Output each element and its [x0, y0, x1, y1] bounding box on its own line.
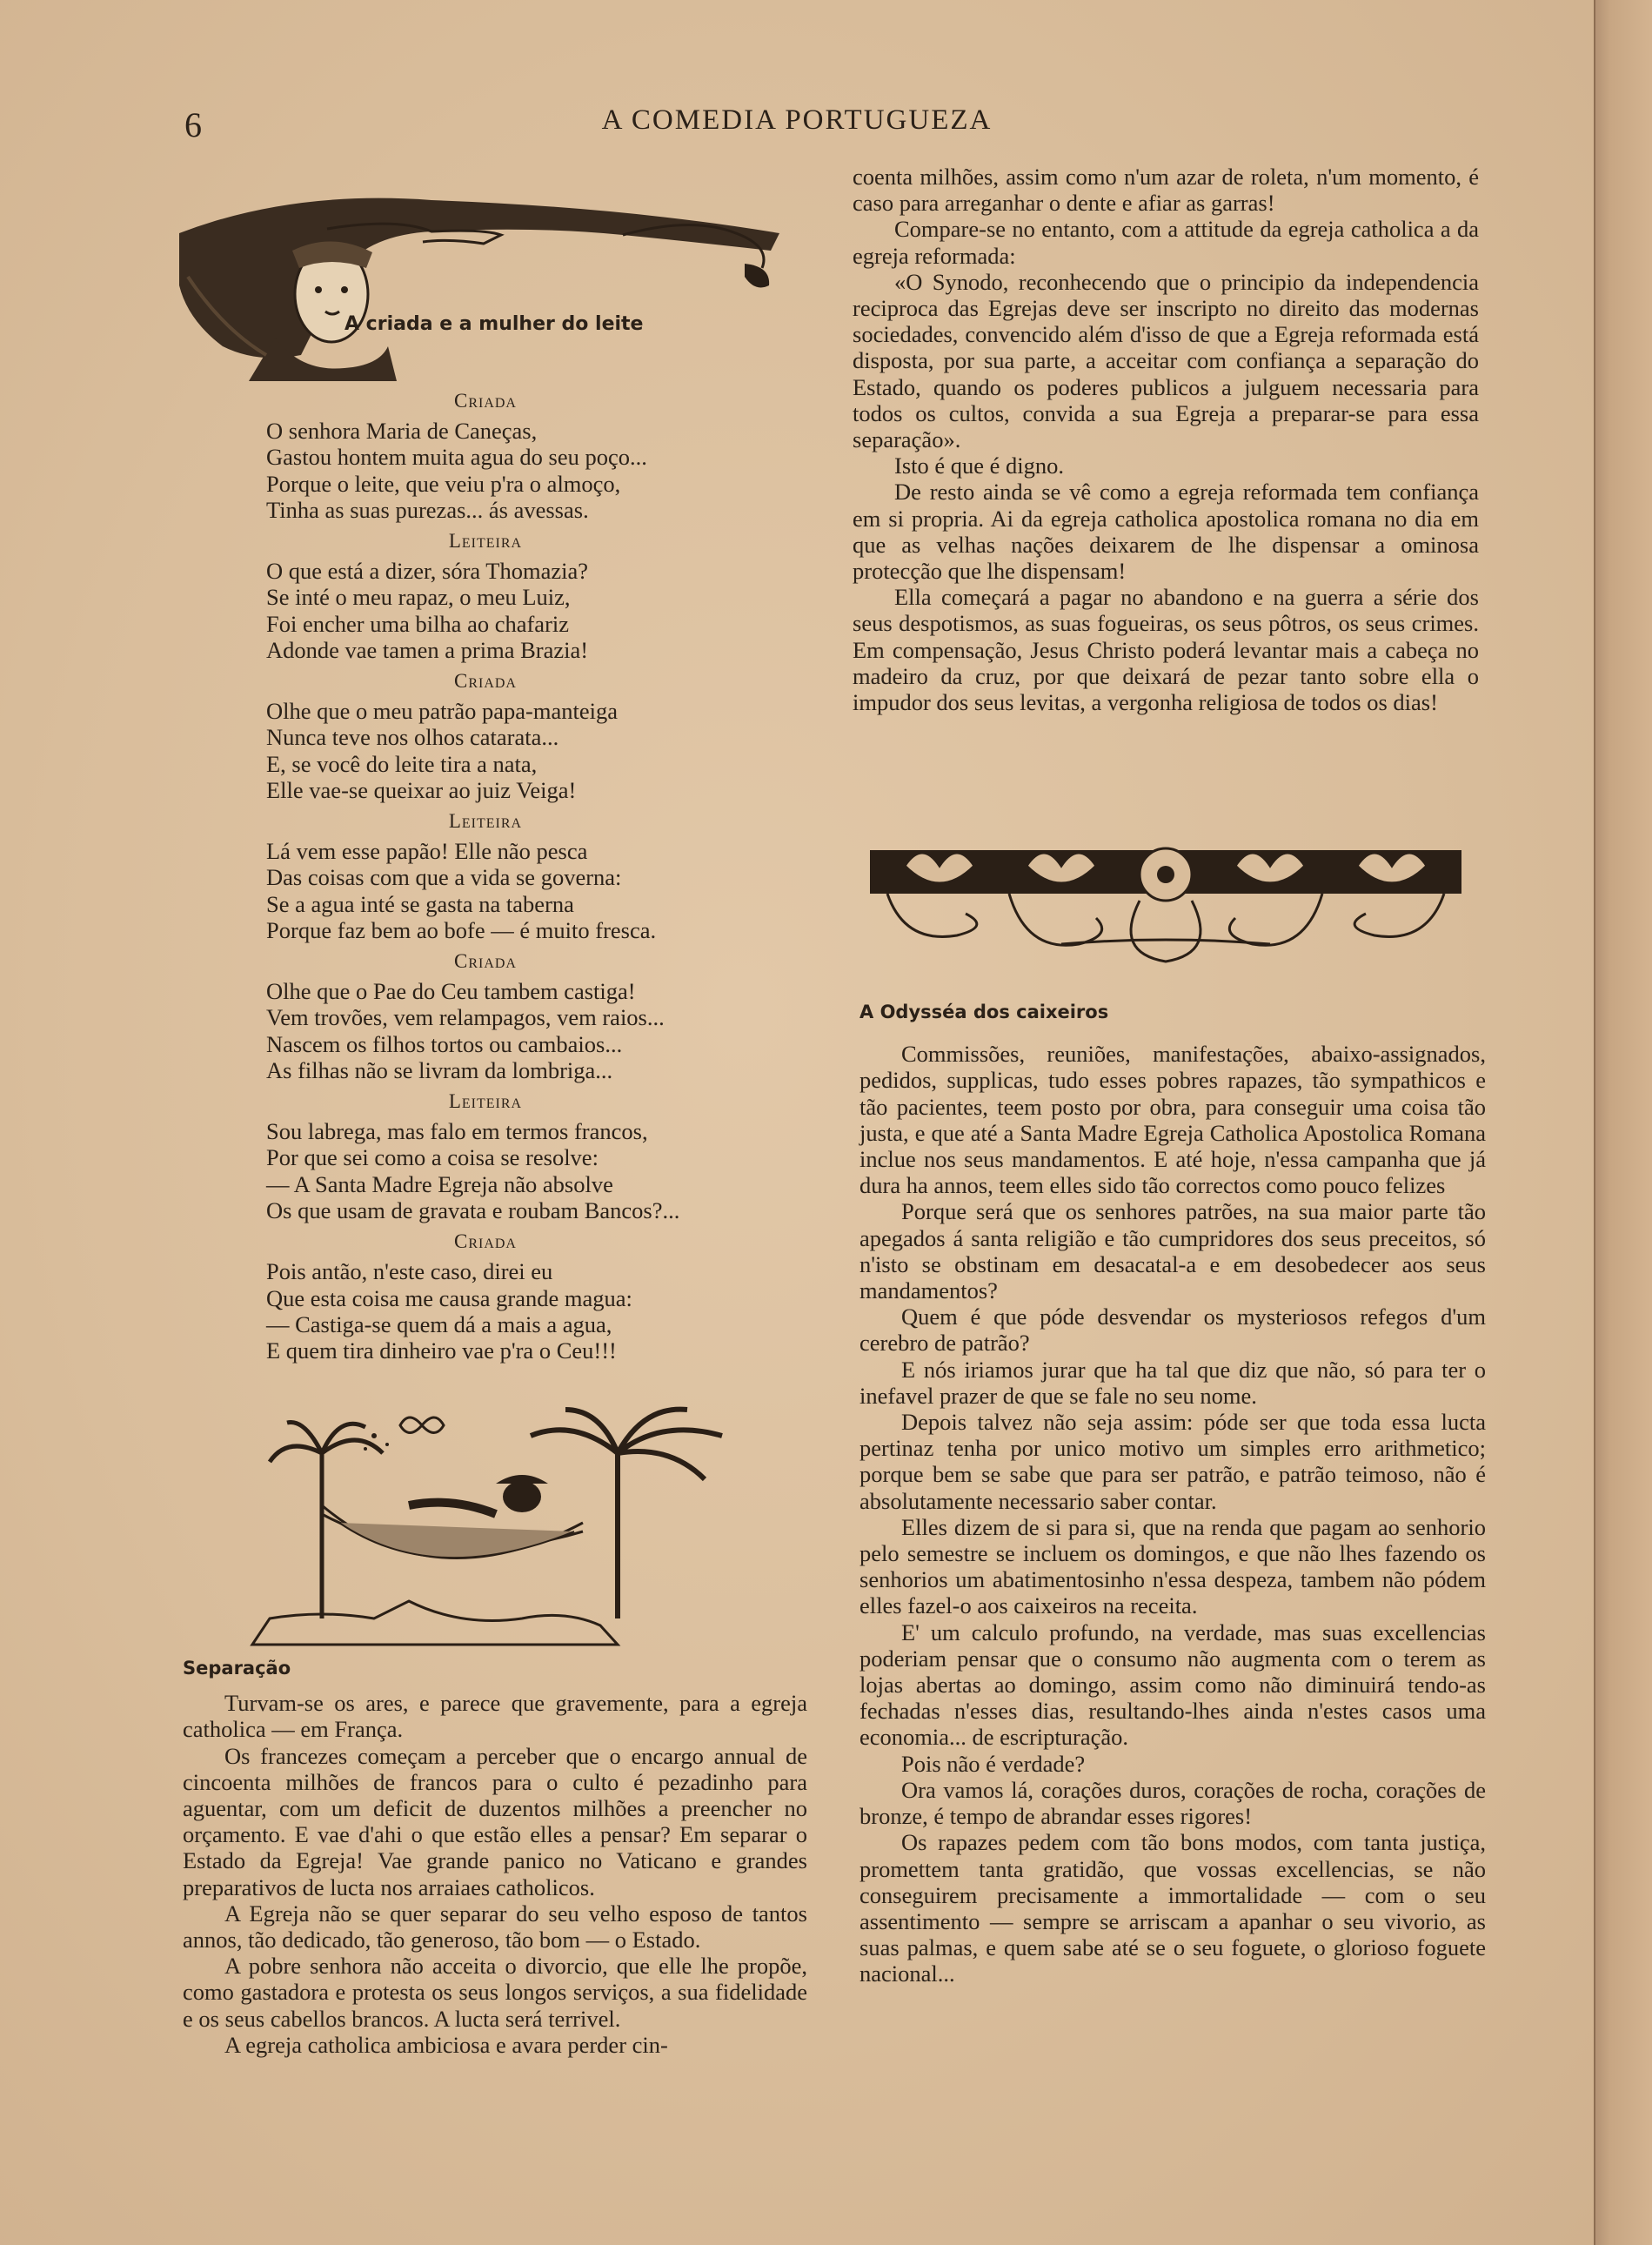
separacao-body — [183, 1690, 807, 2058]
paragraph: A Egreja não se quer separar do seu velho esposo de tantos annos, tão dedicado, tão generoso, tão bom — o Estado. — [183, 1900, 807, 1953]
poem-line: Das coisas com que a vida se governa: — [266, 864, 622, 891]
woman-headscarf-illustration — [171, 181, 797, 390]
paragraph: Os francezes começam a perceber que o encargo annual de cincoenta milhões de francos para o culto é pezadinho para aguentar, com um deficit de duzentos milhões a preencher no orçamento. E vae d'ahi o que estão elles a pensar? Em separar o Estado da Egreja! Vae grande panico no Vaticano e grandes preparativos de lucta nos arraiaes catholicos. — [183, 1742, 807, 1900]
separacao-article — [183, 1655, 807, 2058]
paragraph: Porque será que os senhores patrões, na sua maior parte tão apegados á santa religião e tão cumpridores dos seus preceitos, só n'isto se obstinam em desacatal-a e em desobedecer aos seus mandamentos? — [859, 1198, 1486, 1304]
odyssea-article — [859, 999, 1486, 1987]
separacao-title: Separação — [183, 1658, 291, 1679]
paragraph: Pois não é verdade? — [901, 1750, 1086, 1777]
paragraph: Os rapazes pedem com tão bons modos, com tanta justiça, promettem tanta gratidão, que vossas excellencias, se não conseguirem precisamente a immortalidade — com o seu assentimento — sempre se arriscam a apanhar o seu vivorio, as suas palmas, e quem sabe até se o seu foguete, o glorioso foguete nacional... — [859, 1829, 1486, 1987]
poem-line: Olhe que o Pae do Ceu tambem castiga! — [266, 978, 636, 1005]
poem-line: Elle vae-se queixar ao juiz Veiga! — [266, 776, 577, 803]
poem-line: Vem trovões, vem relampagos, vem raios... — [266, 1004, 665, 1031]
paragraph: Ora vamos lá, corações duros, corações de rocha, corações de bronze, é tempo de abrandar esses rigores! — [859, 1776, 1486, 1830]
paragraph: Turvam-se os ares, e parece que gravemente, para a egreja catholica — em França. — [183, 1690, 807, 1743]
speaker-label: Leiteira — [448, 810, 523, 833]
paragraph: «O Synodo, reconhecendo que o principio da independencia reciproca das Egrejas deve ser inscripto no direito das modernas sociedades, convencido além d'isso de que a Egreja reformada está disposta, por sua parte, a acceitar com confiança a separação do Estado, quando os poderes publicos a julguem necessaria para todos os cultos, convida a sua Egreja a preparar-se para essa separação». — [853, 268, 1479, 453]
poem-line: Pois antão, n'este caso, direi eu — [266, 1258, 553, 1285]
paragraph: E nós iriamos jurar que ha tal que diz que não, só para ter o inefavel prazer de que se fale no seu nome. — [859, 1356, 1486, 1409]
speaker-label: Leiteira — [448, 530, 523, 553]
hammock-illustration — [235, 1401, 757, 1653]
poem-title: A criada e a mulher do leite — [344, 313, 644, 335]
poem-column — [224, 383, 746, 1364]
poem-line: Olhe que o meu patrão papa-manteiga — [266, 698, 618, 725]
poem-line: Sou labrega, mas falo em termos francos, — [266, 1118, 648, 1145]
paragraph: A egreja catholica ambiciosa e avara perder cin- — [224, 2031, 668, 2058]
paragraph: coenta milhões, assim como n'um azar de roleta, n'um momento, é caso para arreganhar o dente e afiar as garras! — [853, 164, 1479, 217]
speaker-label: Leiteira — [448, 1090, 523, 1113]
poem-line: O que está a dizer, sóra Thomazia? — [266, 558, 589, 585]
poem-line: Que esta coisa me causa grande magua: — [266, 1284, 632, 1311]
paragraph: Commissões, reuniões, manifestações, abaixo-assignados, pedidos, supplicas, tudo esses pobres rapazes, tão sympathicos e tão pacientes, teem posto por obra, para conseguir uma coisa tão justa, e que até a Santa Madre Egreja Catholica Apostolica Romana inclue nos seus mandamentos. E até hoje, n'essa campanha que já dura ha annos, teem elles sido tão correctos como pouco felizes — [859, 1041, 1486, 1199]
paragraph: Depois talvez não seja assim: póde ser que toda essa lucta pertinaz tenha por unico motivo um simples erro arithmetico; porque bem se sabe que para ser patrão, e patrão teimoso, não é absolutamente necessario saber contar. — [859, 1409, 1486, 1514]
poem-line: E, se você do leite tira a nata, — [266, 750, 538, 777]
page-gutter — [1594, 0, 1652, 2245]
poem-line: Lá vem esse papão! Elle não pesca — [266, 838, 588, 865]
poem-line: E quem tira dinheiro vae p'ra o Ceu!!! — [266, 1337, 617, 1364]
odyssea-title: A Odysséa dos caixeiros — [859, 1002, 1109, 1022]
poem-line: Porque o leite, que veiu p'ra o almoço, — [266, 470, 621, 497]
poem-line: Por que sei como a coisa se resolve: — [266, 1144, 599, 1171]
speaker-label: Criada — [453, 390, 517, 412]
poem-line: — Castiga-se quem dá a mais a agua, — [266, 1310, 612, 1337]
poem-line: Foi encher uma bilha ao chafariz — [266, 610, 570, 637]
separacao-continuation-body — [853, 164, 1479, 715]
poem-line: O senhora Maria de Caneças, — [266, 418, 538, 445]
paragraph: Isto é que é digno. — [894, 452, 1065, 479]
poem-line: Adonde vae tamen a prima Brazia! — [266, 636, 589, 663]
poem-line: Se inté o meu rapaz, o meu Luiz, — [266, 584, 571, 611]
paragraph: E' um calculo profundo, na verdade, mas suas excellencias poderiam pensar que o consumo não augmenta com o terem as lojas abertas ao domingo, assim como não diminuirá tendo-as fechadas n'esses dias, resultando-lhes ainda n'estes casos uma economia... de escripturação. — [859, 1618, 1486, 1751]
speaker-label: Criada — [453, 1230, 517, 1253]
paragraph: De resto ainda se vê como a egreja reformada tem confiança em si propria. Ai da egreja catholica apostolica romana no dia em que as velhas nações deixarem de lhe dispensar a ominosa protecção que lhe dispensam! — [853, 479, 1479, 585]
poem-line: Se a agua inté se gasta na taberna — [266, 890, 574, 917]
speaker-label: Criada — [453, 950, 517, 973]
running-head: A COMEDIA PORTUGUEZA — [601, 104, 993, 136]
poem-line: Gastou hontem muita agua do seu poço... — [266, 444, 647, 471]
poem-line: — A Santa Madre Egreja não absolve — [266, 1170, 613, 1197]
poem-line: Porque faz bem ao bofe — é muito fresca. — [266, 916, 657, 943]
floral-ornament — [853, 840, 1479, 970]
paragraph: Quem é que póde desvendar os mysteriosos refegos d'um cerebro de patrão? — [859, 1303, 1486, 1357]
paragraph: Compare-se no entanto, com a attitude da egreja catholica a da egreja reformada: — [853, 216, 1479, 269]
poem-line: As filhas não se livram da lombriga... — [266, 1056, 613, 1083]
poem-line: Nascem os filhos tortos ou cambaios... — [266, 1030, 623, 1057]
odyssea-body — [859, 1041, 1486, 1987]
poem-stanzas — [224, 388, 746, 1364]
speaker-label: Criada — [453, 670, 517, 693]
separacao-continuation — [853, 164, 1479, 715]
paragraph: Elles dizem de si para si, que na renda que pagam ao senhorio pelo semestre se incluem os domingos, e que não lhes fazendo os senhorios um abatimentosinho n'essa despeza, tambem não pódem elles fazel-o aos caixeiros na receita. — [859, 1513, 1486, 1619]
page-number: 6 — [184, 105, 203, 144]
paragraph: Ella começará a pagar no abandono e na guerra a série dos seus despotismos, as suas fogueiras, os seus pôtros, os seus crimes. Em compensação, Jesus Christo poderá levantar mais a cabeça no madeiro da cruz, por que deixará de pezar tanto sobre ella o impudor dos seus levitas, a vergonha religiosa de todos os dias! — [853, 584, 1479, 716]
poem-line: Os que usam de gravata e roubam Bancos?... — [266, 1196, 680, 1223]
poem-line: Tinha as suas purezas... ás avessas. — [266, 496, 589, 523]
poem-line: Nunca teve nos olhos catarata... — [266, 724, 559, 751]
paragraph: A pobre senhora não acceita o divorcio, que elle lhe propõe, como gastadora e protesta os seus longos serviços, a sua fidelidade e os seus cabellos brancos. A lucta será terrivel. — [183, 1953, 807, 2032]
